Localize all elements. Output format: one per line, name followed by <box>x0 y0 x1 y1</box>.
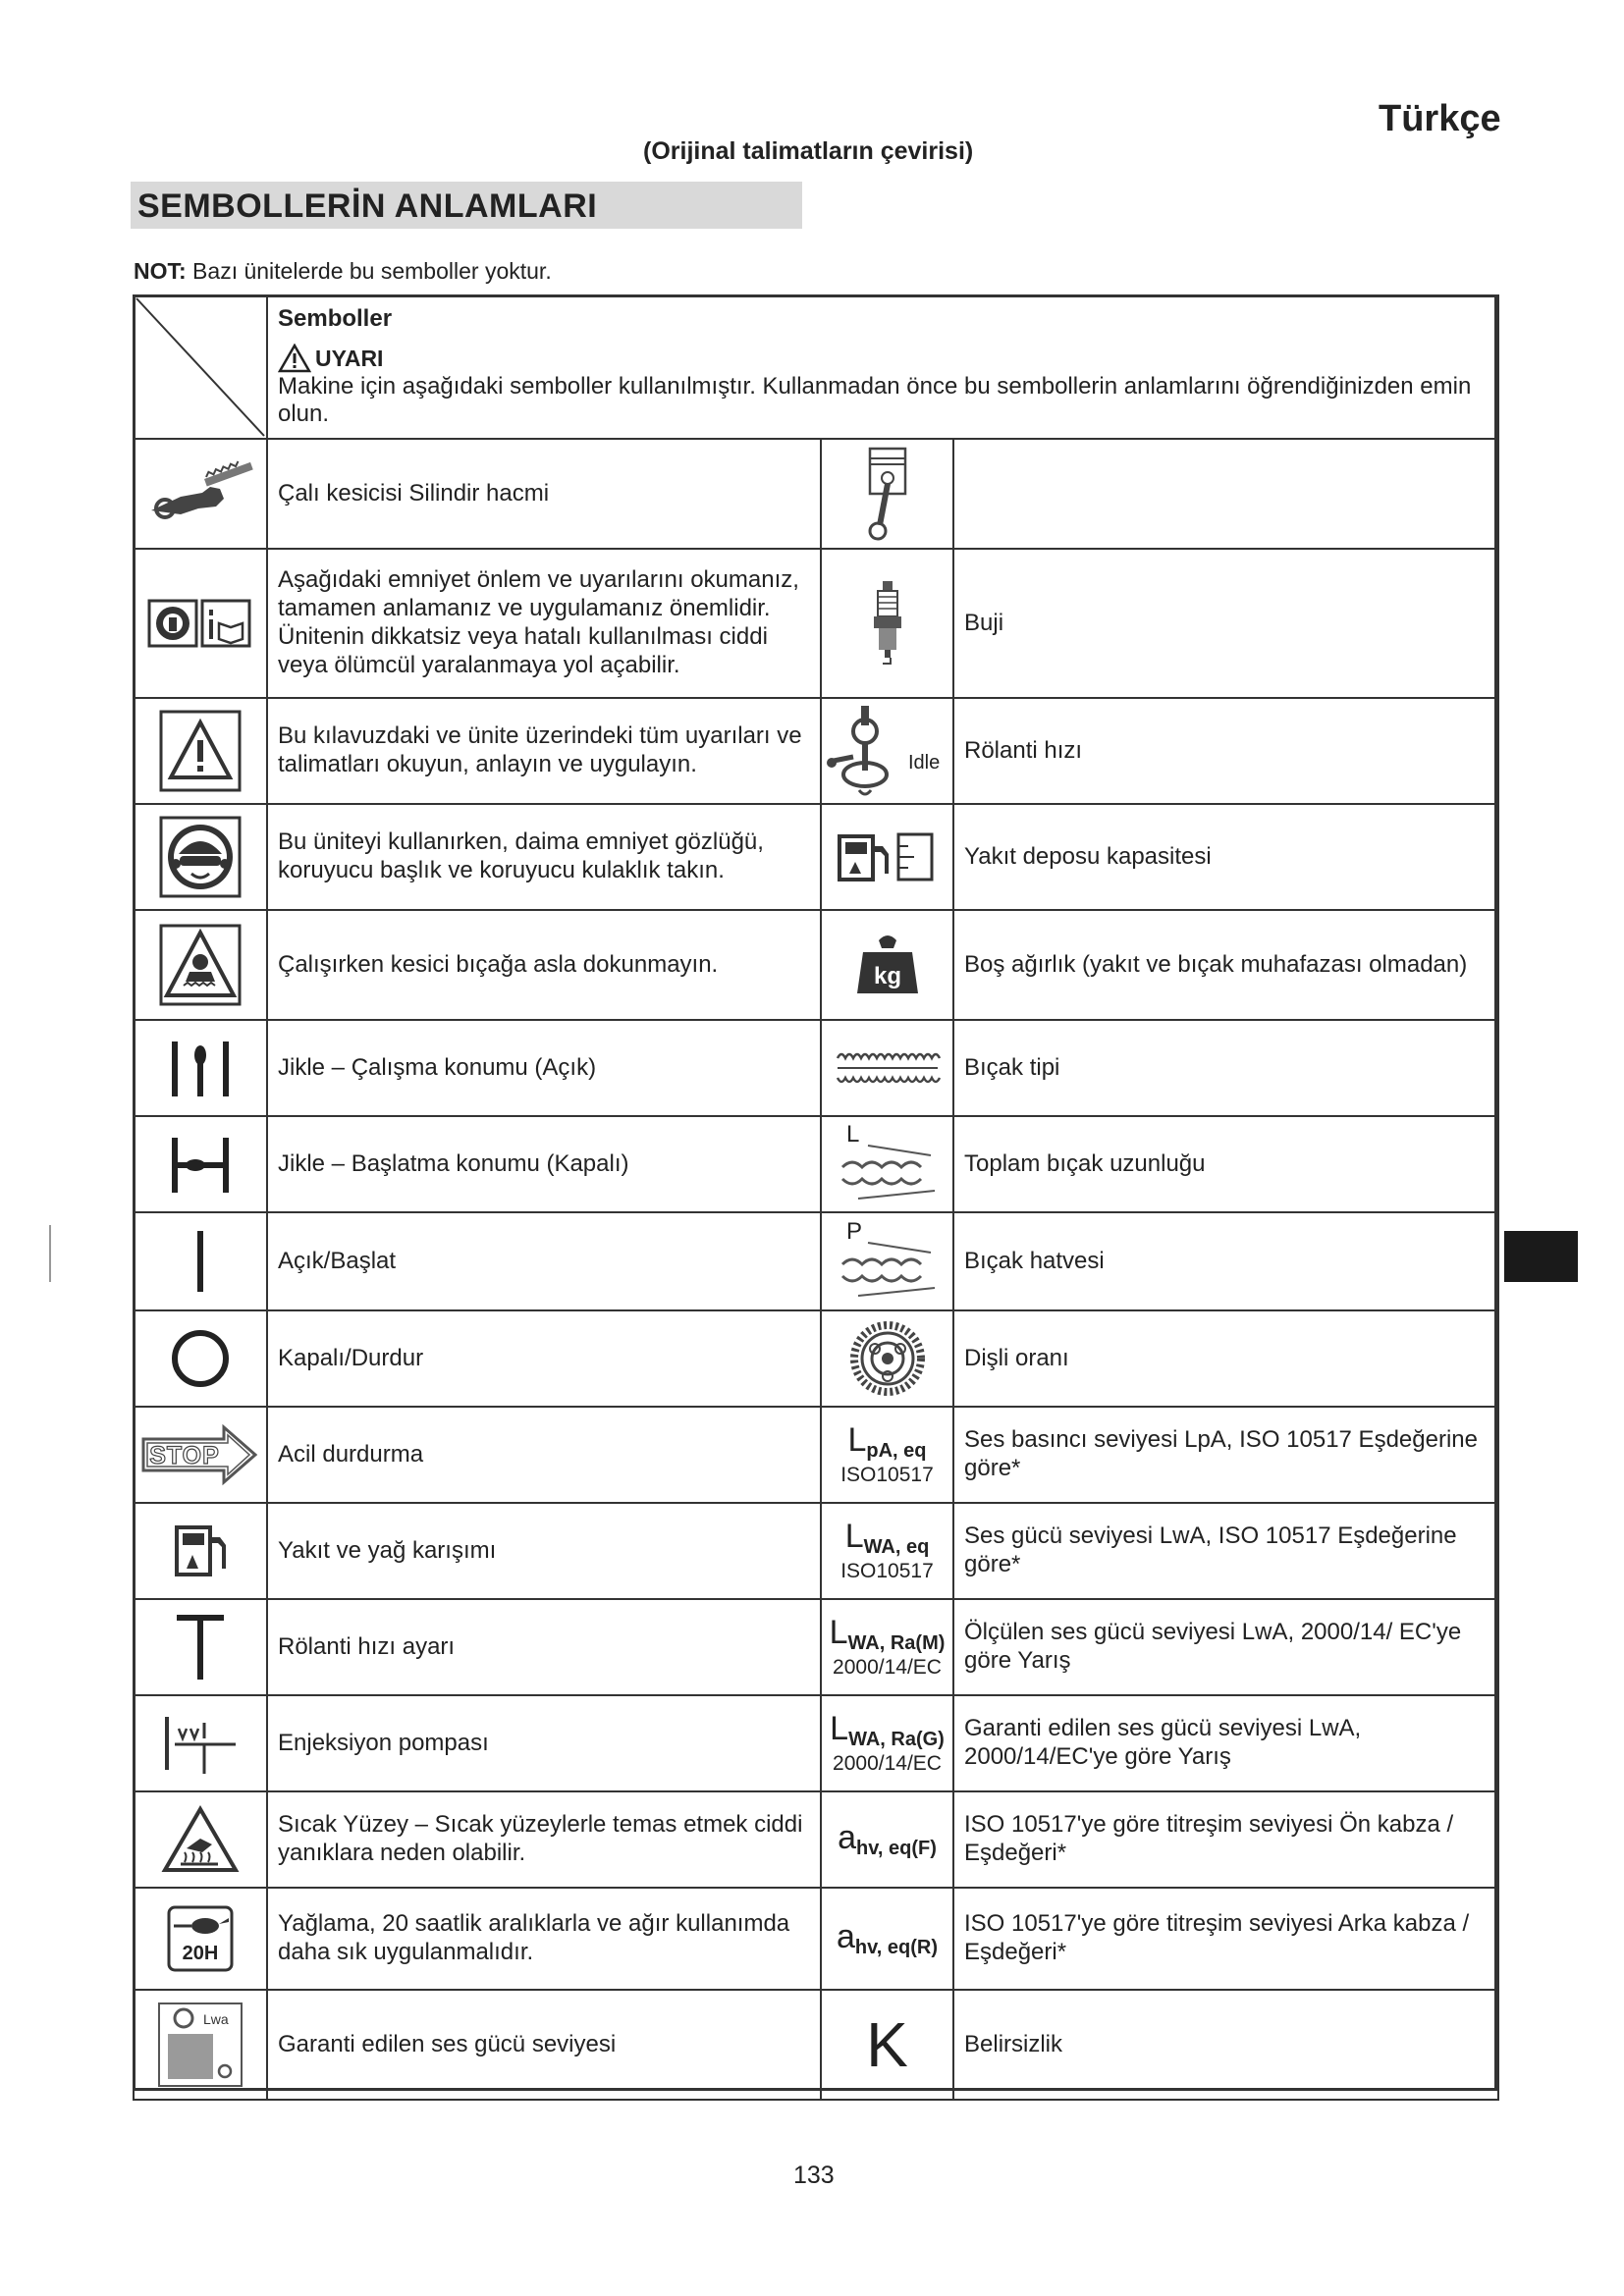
row-text-right: Ses basıncı seviyesi LpA, ISO 10517 Eşdeğerine göre* <box>953 1407 1498 1503</box>
row-text-right: Ölçülen ses gücü seviyesi LwA, 2000/14/ EC'ye göre Yarış <box>953 1599 1498 1695</box>
row-text: Kapalı/Durdur <box>267 1310 821 1407</box>
row-text-right: ISO 10517'ye göre titreşim seviyesi Arka kabza / Eşdeğeri* <box>953 1888 1498 1990</box>
lwa-label: Lwa <box>203 2011 229 2027</box>
row-text: Çalı kesicisi Silindir hacmi <box>267 439 821 549</box>
section-tab-marker <box>1504 1231 1578 1282</box>
uncertainty-symbol: K <box>866 2009 908 2080</box>
row-text: Aşağıdaki emniyet önlem ve uyarılarını okumanız, tamamen anlamanız ve uygulamanız önemlidir. Ünitenin dikkatsiz veya hatalı kullanılması ciddi veya ölümcül yaralanmaya yol açabilir. <box>267 549 821 698</box>
idle-label: Idle <box>907 752 940 774</box>
row-text: Yakıt ve yağ karışımı <box>267 1503 821 1599</box>
row-text: Çalışırken kesici bıçağa asla dokunmayın. <box>267 910 821 1020</box>
row-text-right: Boş ağırlık (yakıt ve bıçak muhafazası olmadan) <box>953 910 1498 1020</box>
hours-label: 20H <box>182 1943 219 1964</box>
row-text: Enjeksiyon pompası <box>267 1695 821 1791</box>
row-text-right: Garanti edilen ses gücü seviyesi LwA, 2000/14/EC'ye göre Yarış <box>953 1695 1498 1791</box>
row-text-right: Bıçak tipi <box>953 1020 1498 1116</box>
row-text: Garanti edilen ses gücü seviyesi <box>267 1990 821 2100</box>
section-heading-text: SEMBOLLERİN ANLAMLARI <box>137 187 598 225</box>
row-text: Rölanti hızı ayarı <box>267 1599 821 1695</box>
row-text: Jikle – Çalışma konumu (Açık) <box>267 1020 821 1116</box>
row-text: Acil durdurma <box>267 1407 821 1503</box>
row-text: Sıcak Yüzey – Sıcak yüzeylerle temas etmek ciddi yanıklara neden olabilir. <box>267 1791 821 1888</box>
row-text-right: Rölanti hızı <box>953 698 1498 804</box>
length-letter: L <box>845 1121 859 1148</box>
guaranteed-sound-power-symbol: $L_{WA, Ra(G)}$ 2000/14/EC <box>830 1710 945 1776</box>
rear-vibration-symbol: $a_{hv, eq(R)}$ <box>837 1918 938 1958</box>
row-text: Yağlama, 20 saatlik aralıklarla ve ağır kullanımda daha sık uygulanmalıdır. <box>267 1888 821 1990</box>
row-text-right: Buji <box>953 549 1498 698</box>
pitch-letter: P <box>845 1218 862 1245</box>
header-warning-label: UYARI <box>315 346 384 371</box>
sound-pressure-symbol: $L_{pA, eq}$ ISO10517 <box>840 1421 934 1487</box>
row-text-right: Toplam bıçak uzunluğu <box>953 1116 1498 1212</box>
row-text: Bu kılavuzdaki ve ünite üzerindeki tüm uyarıları ve talimatları okuyun, anlayın ve uygulayın. <box>267 698 821 804</box>
header-warning-text: Makine için aşağıdaki semboller kullanılmıştır. Kullanmadan önce bu sembollerin anlamlarını öğrendiğinizden emin olun. <box>278 372 1472 428</box>
front-vibration-symbol: $a_{hv, eq(F)}$ <box>838 1819 937 1859</box>
row-text-right: Belirsizlik <box>953 1990 1498 2100</box>
translation-subtitle: (Orijinal talimatların çevirisi) <box>643 137 974 165</box>
row-text-right: Bıçak hatvesi <box>953 1212 1498 1310</box>
table-outer-frame <box>133 294 1497 2091</box>
header-title: Semboller <box>278 304 393 332</box>
row-text-right: Yakıt deposu kapasitesi <box>953 804 1498 910</box>
note <box>134 258 552 285</box>
section-heading <box>131 182 802 229</box>
stop-label: STOP <box>149 1442 220 1469</box>
row-text: Jikle – Başlatma konumu (Kapalı) <box>267 1116 821 1212</box>
note-text: Bazı ünitelerde bu semboller yoktur. <box>186 258 552 284</box>
row-text: Açık/Başlat <box>267 1212 821 1310</box>
kg-label: kg <box>873 963 901 989</box>
sound-power-symbol: $L_{WA, eq}$ ISO10517 <box>840 1518 934 1583</box>
row-text-right: Ses gücü seviyesi LwA, ISO 10517 Eşdeğerine göre* <box>953 1503 1498 1599</box>
row-text-right: Dişli oranı <box>953 1310 1498 1407</box>
note-label: NOT: <box>134 258 187 284</box>
language-label: Türkçe <box>1379 98 1501 139</box>
margin-mark <box>49 1225 51 1282</box>
page-number: 133 <box>793 2162 835 2189</box>
row-text: Bu üniteyi kullanırken, daima emniyet gözlüğü, koruyucu başlık ve koruyucu kulaklık takın. <box>267 804 821 910</box>
measured-sound-power-symbol: $L_{WA, Ra(M)}$ 2000/14/EC <box>829 1614 946 1680</box>
row-text-right: ISO 10517'ye göre titreşim seviyesi Ön kabza / Eşdeğeri* <box>953 1791 1498 1888</box>
